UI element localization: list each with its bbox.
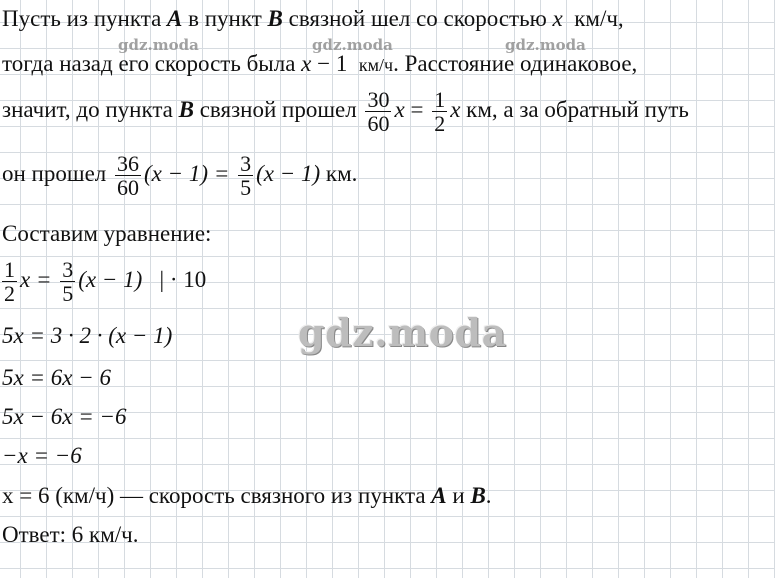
line-3: значит, до пункта B связной прошел $\frac{30}{60}$ x = $\frac{1}{2}$ x км, а за обратный путь (2, 87, 689, 137)
watermark-big: gdz.moda (298, 310, 507, 355)
line-10: −x = −6 (2, 443, 82, 468)
line-5: Составим уравнение: (2, 221, 212, 246)
watermark-small-1: gdz.moda (118, 36, 199, 54)
fraction-3-5: $\frac{3}{5}$ (240, 151, 252, 201)
line-8: 5x = 6x − 6 (2, 365, 111, 390)
fraction-1-2-eq: $\frac{1}{2}$ (4, 257, 15, 307)
watermark-small-3: gdz.moda (505, 36, 586, 54)
line-1: Пусть из пункта A в пункт B связной шел со скоростью x км/ч, (2, 6, 624, 31)
answer-line: Ответ: 6 км/ч. (2, 522, 139, 547)
line-2: тогда назад его скорость была x − 1 км/ч. Расстояние одинаковое, (2, 51, 638, 76)
line-4: он прошел $\frac{36}{60}$ (x − 1) = $\frac{3}{5}$ (x − 1) км. (2, 151, 358, 201)
fraction-3-5-eq: $\frac{3}{5}$ (62, 257, 74, 307)
fraction-36-60: $\frac{36}{60}$ (117, 151, 140, 201)
line-6: $\frac{1}{2}$ x = $\frac{3}{5}$ (x − 1) | · 10 (4, 257, 207, 307)
fraction-30-60: $\frac{30}{60}$ (367, 87, 390, 137)
fraction-1-2: $\frac{1}{2}$ (434, 87, 446, 137)
line-7: 5x = 3 · 2 · (x − 1) (2, 323, 173, 348)
line-9: 5x − 6x = −6 (2, 404, 127, 429)
line-11: x = 6 (км/ч) — скорость связного из пункта A и B. (2, 483, 492, 508)
watermark-small-2: gdz.moda (312, 36, 393, 54)
